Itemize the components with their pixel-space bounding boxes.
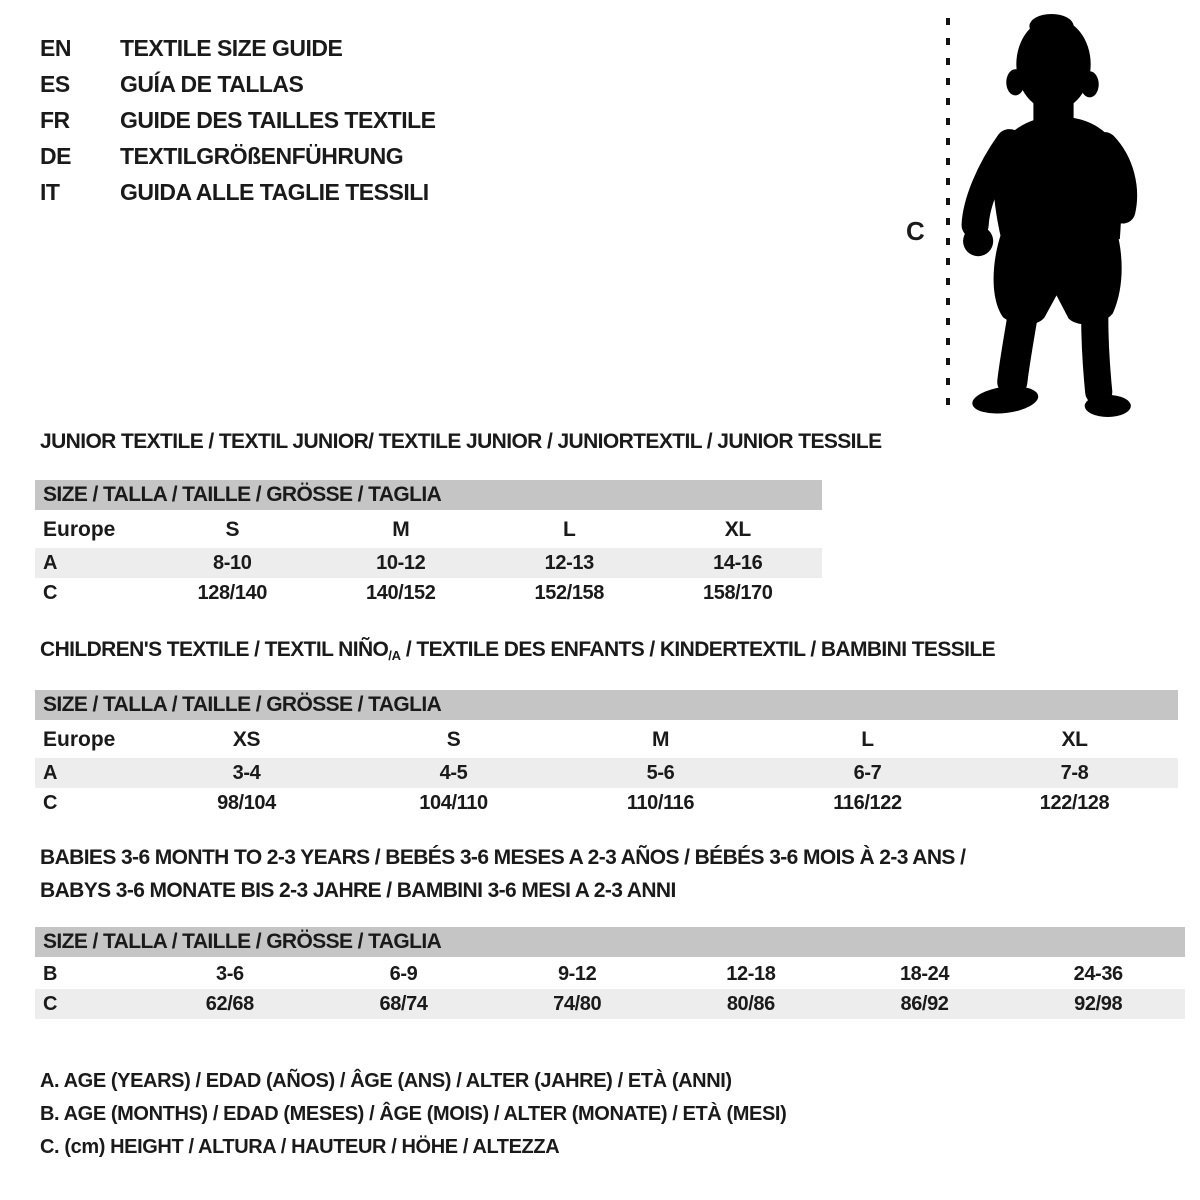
row-label: C	[43, 791, 58, 814]
row-label: C	[43, 992, 58, 1015]
table-row-a	[35, 758, 1178, 788]
right-leg	[1095, 314, 1099, 391]
language-code: FR	[40, 106, 70, 133]
row-label: A	[43, 551, 58, 574]
legend-line-c: C. (cm) HEIGHT / ALTURA / HAUTEUR / HÖHE / ALTEZZA	[40, 1136, 560, 1158]
size-cell: 86/92	[900, 992, 949, 1015]
size-cell: 68/74	[379, 992, 428, 1015]
size-cell: 92/98	[1074, 992, 1123, 1015]
size-cell: 8-10	[213, 551, 252, 574]
table-row-a	[35, 548, 822, 578]
size-cell: 4-5	[439, 761, 468, 784]
europe-row	[35, 722, 1178, 758]
left-leg	[1012, 311, 1023, 381]
size-cell: 116/122	[833, 791, 902, 814]
language-title: TEXTILE SIZE GUIDE	[120, 34, 343, 61]
size-cell: 18-24	[899, 962, 950, 985]
size-cell: 104/110	[419, 791, 488, 814]
size-cell: 5-6	[646, 761, 675, 784]
row-label: C	[43, 581, 58, 604]
size-cell: 140/152	[366, 581, 436, 604]
babies-section-title-line2: BABYS 3-6 MONATE BIS 2-3 JAHRE / BAMBINI 3-6 MESI A 2-3 ANNI	[40, 879, 676, 902]
language-row-es	[40, 66, 436, 102]
size-column-header: S	[225, 518, 240, 541]
children-size-table	[35, 690, 1178, 818]
size-cell: 6-9	[389, 962, 418, 985]
size-header-bar: SIZE / TALLA / TAILLE / GRÖSSE / TAGLIA	[35, 480, 822, 510]
language-row-it	[40, 174, 436, 210]
europe-row	[35, 512, 822, 548]
size-column-header: L	[861, 728, 874, 751]
size-cell: 158/170	[703, 581, 773, 604]
size-cell: 24-36	[1073, 962, 1123, 985]
size-column-header: XS	[232, 728, 261, 751]
size-cell: 62/68	[205, 992, 254, 1015]
size-cell: 80/86	[726, 992, 775, 1015]
row-label: A	[43, 761, 58, 784]
size-cell: 98/104	[217, 791, 276, 814]
language-code: DE	[40, 142, 71, 169]
legend-line-a: A. AGE (YEARS) / EDAD (AÑOS) / ÂGE (ANS) / ALTER (JAHRE) / ETÀ (ANNI)	[40, 1070, 732, 1092]
size-cell: 12-13	[544, 551, 594, 574]
region-label: Europe	[43, 728, 116, 751]
size-header-bar: SIZE / TALLA / TAILLE / GRÖSSE / TAGLIA	[35, 690, 1178, 720]
size-column-header: L	[563, 518, 576, 541]
size-cell: 74/80	[553, 992, 602, 1015]
babies-section-title-line1: BABIES 3-6 MONTH TO 2-3 YEARS / BEBÉS 3-6 MESES A 2-3 AÑOS / BÉBÉS 3-6 MOIS À 2-3 ANS /	[40, 846, 966, 869]
language-code: EN	[40, 34, 71, 61]
left-ear	[1006, 69, 1024, 95]
row-label: B	[43, 962, 58, 985]
language-title: TEXTILGRÖßENFÜHRUNG	[120, 142, 404, 169]
language-title: GUIDA ALLE TAGLIE TESSILI	[120, 178, 429, 205]
size-column-header: M	[651, 728, 670, 751]
language-code: IT	[40, 178, 60, 205]
size-cell: 128/140	[197, 581, 267, 604]
language-row-fr	[40, 102, 436, 138]
height-measure-dashed-line	[946, 18, 950, 416]
toddler-silhouette-svg	[960, 10, 1146, 422]
children-section-title	[40, 638, 995, 663]
size-column-header: XL	[1061, 728, 1088, 751]
region-label: Europe	[43, 518, 116, 541]
size-cell: 14-16	[713, 551, 763, 574]
table-row-c	[35, 788, 1178, 818]
measure-label-c: C	[906, 216, 925, 246]
junior-size-table	[35, 480, 822, 608]
children-title-part2: / TEXTILE DES ENFANTS / KINDERTEXTIL / BAMBINI TESSILE	[400, 638, 996, 661]
right-foot	[1085, 395, 1131, 417]
table-row-b	[35, 959, 1185, 989]
left-hand	[963, 226, 993, 256]
language-list	[40, 30, 436, 210]
language-row-de	[40, 138, 436, 174]
babies-size-table	[35, 927, 1185, 1019]
size-cell: 10-12	[376, 551, 426, 574]
right-ear	[1081, 71, 1099, 97]
size-cell: 7-8	[1060, 761, 1089, 784]
language-code: ES	[40, 70, 70, 97]
size-cell: 152/158	[534, 581, 604, 604]
size-cell: 9-12	[557, 962, 597, 985]
language-title: GUÍA DE TALLAS	[120, 70, 304, 97]
size-header-bar: SIZE / TALLA / TAILLE / GRÖSSE / TAGLIA	[35, 927, 1185, 957]
table-row-c	[35, 578, 822, 608]
size-column-header: S	[446, 728, 461, 751]
language-title: GUIDE DES TAILLES TEXTILE	[120, 106, 436, 133]
size-cell: 110/116	[626, 791, 695, 814]
size-cell: 3-4	[232, 761, 261, 784]
table-row-c	[35, 989, 1185, 1019]
children-title-subscript: /A	[388, 648, 401, 663]
language-row-en	[40, 30, 436, 66]
left-foot	[971, 383, 1040, 417]
legend-line-b: B. AGE (MONTHS) / EDAD (MESES) / ÂGE (MOIS) / ALTER (MONATE) / ETÀ (MESI)	[40, 1103, 787, 1125]
size-cell: 12-18	[726, 962, 776, 985]
size-cell: 3-6	[215, 962, 244, 985]
toddler-silhouette	[960, 10, 1146, 422]
junior-section-title: JUNIOR TEXTILE / TEXTIL JUNIOR/ TEXTILE JUNIOR / JUNIORTEXTIL / JUNIOR TESSILE	[40, 430, 882, 453]
size-column-header: XL	[724, 518, 751, 541]
size-cell: 122/128	[1039, 791, 1110, 814]
children-title-part1: CHILDREN'S TEXTILE / TEXTIL NIÑO	[40, 638, 389, 661]
size-column-header: M	[392, 518, 410, 541]
size-cell: 6-7	[853, 761, 882, 784]
